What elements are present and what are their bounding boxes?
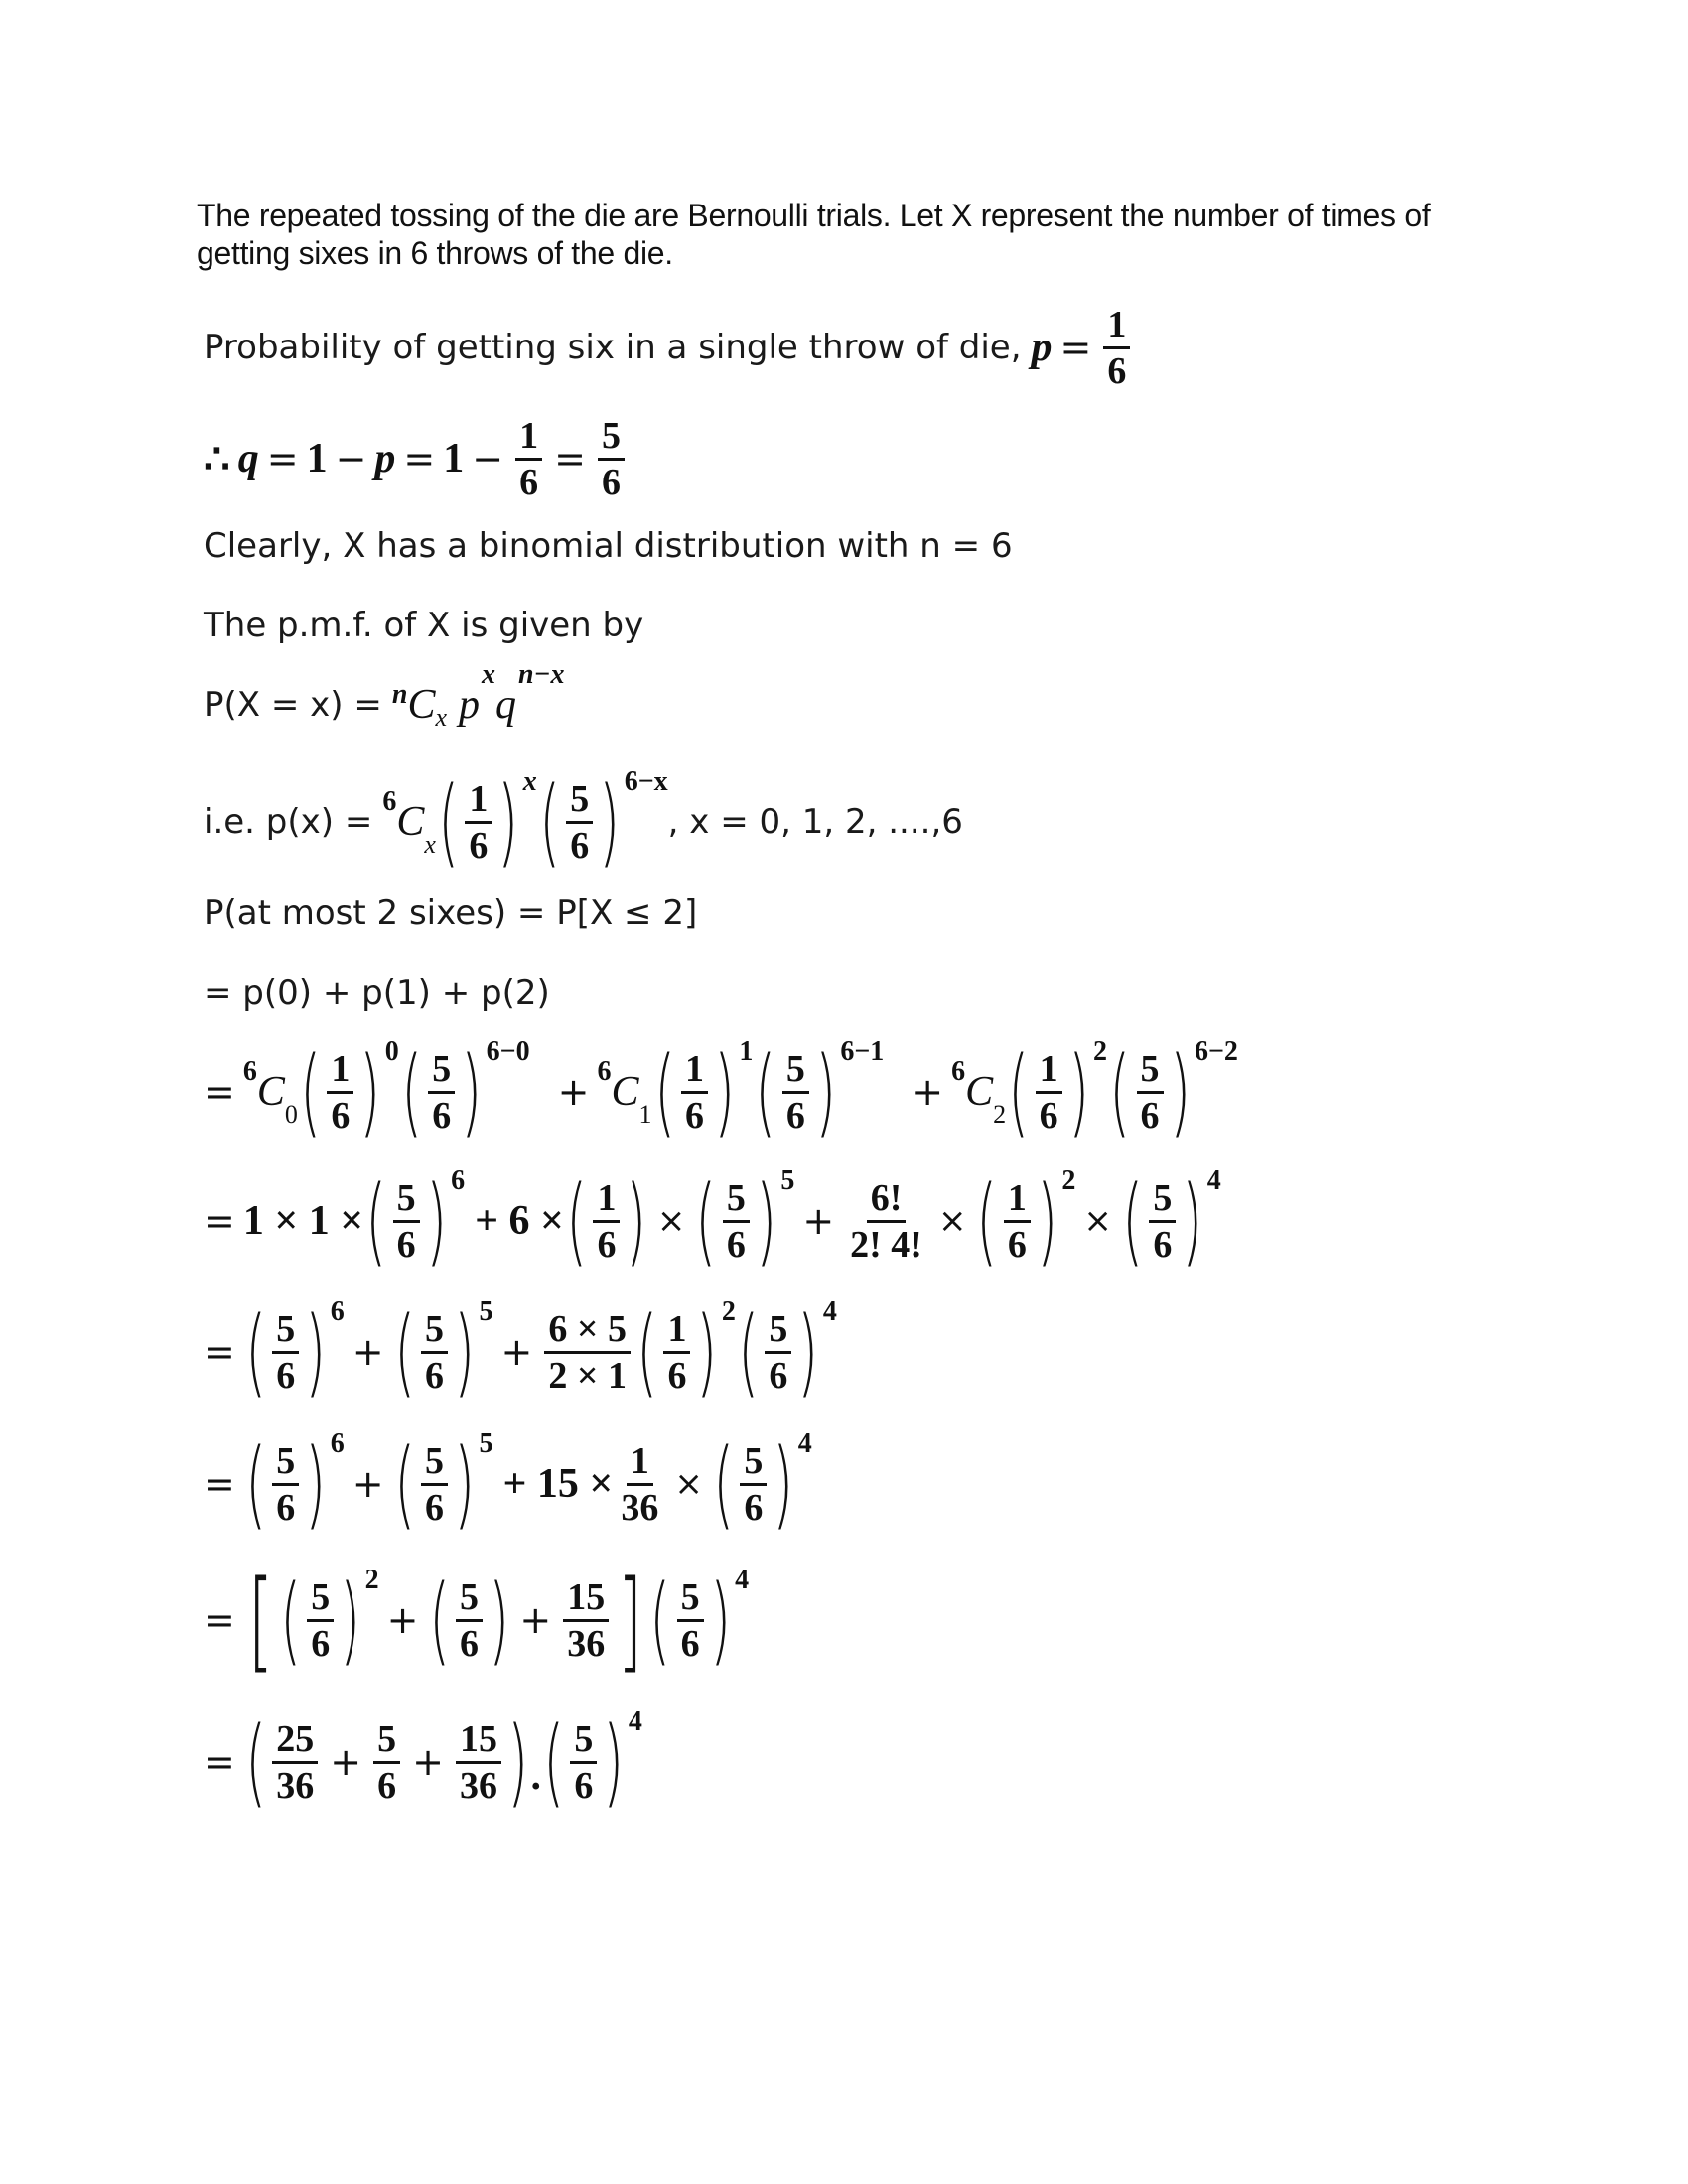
sum-text: = p(0) + p(1) + p(2): [204, 973, 550, 1013]
fraction: [327, 1047, 353, 1138]
left-paren: (: [713, 1429, 734, 1540]
fraction-denominator: 6: [744, 1486, 764, 1529]
fraction: [456, 1575, 483, 1666]
fraction-denominator: 6: [1039, 1094, 1058, 1137]
left-paren: (: [539, 766, 560, 878]
equals-sign: =: [204, 1598, 235, 1642]
combination-symbol: C: [611, 1069, 639, 1115]
equals-sign: =: [1059, 326, 1092, 369]
fraction-numerator: 5: [566, 777, 593, 824]
fraction-denominator: 6: [311, 1622, 331, 1665]
fraction: [681, 1047, 708, 1138]
equals-sign: =: [554, 437, 586, 480]
superscript-n: n: [391, 679, 408, 710]
plus-sign: +: [802, 1199, 835, 1243]
right-paren: ): [359, 1036, 381, 1148]
left-paren: (: [365, 1165, 387, 1277]
step5-line: [204, 1557, 750, 1684]
fraction: [740, 1439, 767, 1530]
subscript: 1: [638, 1100, 652, 1129]
exponent: 6−0: [486, 1036, 530, 1067]
exponent: 1: [739, 1036, 754, 1067]
fraction: [1149, 1176, 1176, 1267]
var-p: p: [374, 436, 396, 481]
fraction: [428, 1047, 455, 1138]
exponent-x: x: [482, 659, 495, 690]
fraction: [1036, 1047, 1062, 1138]
left-bracket: [: [247, 1557, 274, 1684]
fraction-numerator: 5: [1137, 1047, 1164, 1094]
fraction-numerator: 25: [272, 1717, 318, 1764]
fraction-numerator: 5: [677, 1575, 704, 1622]
exponent: 6: [330, 1297, 345, 1327]
equals-sign: =: [204, 1740, 235, 1784]
fraction-denominator: 2! 4!: [850, 1223, 922, 1266]
left-paren: (: [695, 1165, 717, 1277]
fraction-numerator: 6 × 5: [544, 1307, 631, 1354]
fraction-numerator: 15: [563, 1575, 609, 1622]
exponent: 6−x: [624, 766, 668, 797]
right-paren: ): [454, 1429, 476, 1540]
fraction-numerator: 1: [627, 1439, 653, 1486]
exponent-n-minus-x: n−x: [518, 659, 565, 690]
pmf-text: The p.m.f. of X is given by: [204, 606, 644, 645]
right-paren: ): [710, 1565, 731, 1676]
right-paren: ): [714, 1036, 735, 1148]
therefore-symbol: ∴: [204, 437, 230, 482]
left-paren: (: [428, 1565, 450, 1676]
fraction-denominator: 6: [469, 824, 489, 867]
right-paren: ): [773, 1429, 794, 1540]
fraction: [272, 1307, 299, 1398]
combination-symbol: C: [407, 682, 436, 728]
equals-sign: =: [204, 1330, 235, 1374]
fraction-denominator: 6: [680, 1622, 700, 1665]
fraction-p: [1103, 303, 1130, 393]
fraction-denominator: 6: [769, 1354, 788, 1397]
fraction-denominator: 6: [432, 1094, 452, 1137]
fraction-denominator: 6: [601, 461, 621, 503]
fraction-denominator: 6: [1153, 1223, 1173, 1266]
fraction: [593, 1176, 620, 1267]
combination-symbol: C: [965, 1069, 994, 1115]
step6-line: [204, 1703, 642, 1822]
minus-sign: −: [335, 437, 367, 480]
step4-line: [204, 1425, 812, 1544]
exponent: 6: [451, 1165, 466, 1196]
exponent: 5: [479, 1297, 493, 1327]
number-one: 1: [443, 436, 465, 481]
fraction-numerator: 6!: [867, 1176, 907, 1223]
left-paren: (: [649, 1565, 671, 1676]
var-p: p: [1031, 325, 1053, 370]
plus-sign: +: [557, 1070, 590, 1114]
exponent: 2: [364, 1565, 379, 1595]
left-paren: (: [1008, 1036, 1030, 1148]
fraction: [1004, 1176, 1031, 1267]
fraction-denominator: 6: [574, 1764, 594, 1807]
fraction: [570, 1717, 597, 1808]
fraction-denominator: 6: [1107, 349, 1127, 392]
exponent: 2: [1061, 1165, 1076, 1196]
fraction-numerator: 5: [428, 1047, 455, 1094]
exponent: 0: [384, 1036, 399, 1067]
fraction-denominator: 36: [621, 1486, 659, 1529]
exponent: x: [522, 766, 537, 797]
fraction-numerator: 5: [740, 1439, 767, 1486]
fraction: [663, 1307, 690, 1398]
var-p: p: [459, 682, 480, 728]
fraction-numerator: 5: [782, 1047, 809, 1094]
times-sign: ×: [674, 1464, 703, 1504]
plus-sign: +: [912, 1070, 944, 1114]
fraction-numerator: 5: [307, 1575, 334, 1622]
exponent: 4: [822, 1297, 837, 1327]
fraction-numerator: 1: [593, 1176, 620, 1223]
fraction-denominator: 6: [425, 1486, 445, 1529]
step2-line: [204, 1161, 1221, 1281]
fraction-numerator: 1: [663, 1307, 690, 1354]
left-paren: (: [245, 1429, 266, 1540]
fraction: [677, 1575, 704, 1666]
minus-sign: −: [472, 437, 504, 480]
left-paren: (: [755, 1036, 776, 1148]
right-paren: ): [1169, 1036, 1191, 1148]
fraction: [421, 1307, 448, 1398]
superscript-six: 6: [242, 1056, 257, 1087]
right-paren: ): [626, 1165, 647, 1277]
fraction-numerator: 5: [393, 1176, 420, 1223]
fraction: [421, 1439, 448, 1530]
fraction: [307, 1575, 334, 1666]
fraction-numerator: 5: [373, 1717, 400, 1764]
right-paren: ): [489, 1565, 509, 1676]
fraction-denominator: 6: [377, 1764, 397, 1807]
fraction-denominator: 6: [1140, 1094, 1160, 1137]
right-paren: ): [603, 1706, 625, 1818]
exponent: 2: [721, 1297, 736, 1327]
times-sign: ×: [1083, 1201, 1112, 1241]
fraction-denominator: 6: [667, 1354, 687, 1397]
times-sign: ×: [656, 1201, 686, 1241]
pmf-lhs: P(X = x) =: [204, 685, 382, 725]
fraction-denominator: 36: [567, 1622, 606, 1665]
left-paren: (: [401, 1036, 422, 1148]
fraction-denominator: 6: [597, 1223, 617, 1266]
number-one: 1: [306, 436, 328, 481]
fraction-numerator: 1: [1036, 1047, 1062, 1094]
fraction-numerator: 1: [1103, 303, 1130, 349]
factorial-fraction: [846, 1176, 926, 1267]
fraction-numerator: 5: [272, 1439, 299, 1486]
var-q: q: [237, 436, 259, 481]
fraction: [544, 1307, 631, 1398]
fraction: [782, 1047, 809, 1138]
fraction-numerator: 1: [681, 1047, 708, 1094]
ie-lhs: i.e. p(x) =: [204, 802, 373, 842]
fraction-numerator: 5: [272, 1307, 299, 1354]
fraction-numerator: 5: [723, 1176, 750, 1223]
left-paren: (: [566, 1165, 588, 1277]
exponent: 6: [330, 1429, 345, 1459]
fraction: [765, 1307, 791, 1398]
combination-symbol: C: [396, 799, 425, 845]
fraction-denominator: 6: [519, 461, 539, 503]
fraction-numerator: 5: [456, 1575, 483, 1622]
coefficient: 1 × 1 ×: [242, 1198, 364, 1244]
plus-sign: +: [386, 1598, 419, 1642]
times-sign: ×: [937, 1201, 967, 1241]
superscript-six: 6: [382, 786, 397, 817]
fraction-denominator: 6: [276, 1354, 296, 1397]
range-text: , x = 0, 1, 2, ....,6: [667, 802, 963, 842]
left-paren: (: [300, 1036, 321, 1148]
right-paren: ): [599, 766, 621, 878]
fraction: [563, 1575, 609, 1666]
fraction-denominator: 6: [570, 824, 590, 867]
fraction-numerator: 15: [456, 1717, 501, 1764]
left-paren: (: [438, 766, 459, 878]
at-most-text: P(at most 2 sixes) = P[X ≤ 2]: [204, 893, 698, 933]
binomial-text: Clearly, X has a binomial distribution with n = 6: [204, 526, 1013, 566]
coefficient: + 6 ×: [475, 1198, 564, 1244]
superscript-six: 6: [951, 1056, 966, 1087]
fraction: [598, 414, 625, 504]
left-paren: (: [976, 1165, 998, 1277]
subscript: 0: [284, 1100, 298, 1129]
combination-symbol: C: [256, 1069, 285, 1115]
fraction-denominator: 6: [785, 1094, 805, 1137]
plus-sign: +: [352, 1462, 384, 1506]
intro-paragraph: The repeated tossing of the die are Bernoulli trials. Let X represent the number of times of getting sixes in 6 throws of the die.: [197, 198, 1431, 271]
right-paren: ): [797, 1297, 819, 1408]
fraction: [272, 1717, 318, 1808]
fraction: [515, 414, 542, 504]
probability-line: [204, 298, 1134, 397]
left-paren: (: [280, 1565, 301, 1676]
fraction: [617, 1439, 662, 1530]
right-paren: ): [340, 1565, 361, 1676]
exponent: 5: [479, 1429, 493, 1459]
pmf-formula: [204, 655, 565, 754]
dot-operator: .: [530, 1753, 541, 1799]
plus-sign: +: [519, 1598, 552, 1642]
fraction-numerator: 5: [421, 1307, 448, 1354]
fraction-numerator: 5: [1149, 1176, 1176, 1223]
right-paren: ): [1037, 1165, 1057, 1277]
equals-sign: =: [204, 1462, 235, 1506]
right-paren: ): [497, 766, 519, 878]
left-paren: (: [1122, 1165, 1143, 1277]
right-bracket: ]: [617, 1557, 643, 1684]
plus-sign: +: [352, 1330, 384, 1374]
right-paren: ): [305, 1297, 327, 1408]
right-paren: ): [1068, 1036, 1089, 1148]
q-line: [204, 409, 629, 508]
right-paren: ): [696, 1297, 718, 1408]
fraction: [393, 1176, 420, 1267]
right-paren: ): [305, 1429, 327, 1540]
right-paren: ): [507, 1706, 529, 1818]
fraction-numerator: 1: [515, 414, 542, 461]
fraction-numerator: 5: [598, 414, 625, 461]
fraction-denominator: 2 × 1: [548, 1354, 627, 1397]
right-paren: ): [461, 1036, 483, 1148]
fraction: [566, 777, 593, 868]
step3-line: [204, 1293, 837, 1412]
exponent: 6−1: [840, 1036, 885, 1067]
right-paren: ): [454, 1297, 476, 1408]
exponent: 2: [1093, 1036, 1108, 1067]
coefficient: + 15 ×: [502, 1461, 614, 1507]
fraction-numerator: 5: [570, 1717, 597, 1764]
equals-sign: =: [403, 437, 436, 480]
exponent: 4: [1206, 1165, 1221, 1196]
fraction: [723, 1176, 750, 1267]
fraction-denominator: 6: [331, 1094, 351, 1137]
superscript-six: 6: [597, 1056, 612, 1087]
fraction-denominator: 6: [459, 1622, 479, 1665]
subscript-x: x: [424, 830, 436, 859]
fraction: [1137, 1047, 1164, 1138]
right-paren: ): [756, 1165, 776, 1277]
left-paren: (: [653, 1036, 675, 1148]
fraction-denominator: 36: [459, 1764, 497, 1807]
sum-line: [204, 943, 550, 1042]
fraction-denominator: 36: [276, 1764, 315, 1807]
fraction-numerator: 1: [465, 777, 492, 824]
fraction-numerator: 5: [421, 1439, 448, 1486]
exponent: 4: [628, 1706, 642, 1737]
fraction-denominator: 6: [396, 1223, 416, 1266]
right-paren: ): [1182, 1165, 1203, 1277]
left-paren: (: [543, 1706, 564, 1818]
fraction: [373, 1717, 400, 1808]
equals-sign: =: [266, 437, 299, 480]
exponent: 5: [780, 1165, 795, 1196]
fraction-denominator: 6: [684, 1094, 704, 1137]
probability-text: Probability of getting six in a single throw of die,: [204, 328, 1022, 367]
equals-sign: =: [204, 1070, 235, 1114]
exponent: 4: [797, 1429, 812, 1459]
fraction-denominator: 6: [726, 1223, 746, 1266]
right-paren: ): [815, 1036, 836, 1148]
step1-line: [204, 1032, 1238, 1152]
equals-sign: =: [204, 1199, 235, 1243]
fraction-numerator: 5: [765, 1307, 791, 1354]
left-paren: (: [245, 1297, 266, 1408]
left-paren: (: [394, 1297, 415, 1408]
plus-sign: +: [330, 1740, 362, 1784]
left-paren: (: [738, 1297, 759, 1408]
fraction: [465, 777, 492, 868]
fraction-denominator: 6: [276, 1486, 296, 1529]
fraction-denominator: 6: [1007, 1223, 1027, 1266]
fraction-numerator: 1: [327, 1047, 353, 1094]
exponent: 4: [735, 1565, 750, 1595]
subscript-x: x: [435, 703, 447, 732]
var-q: q: [495, 682, 516, 728]
fraction: [272, 1439, 299, 1530]
fraction: [456, 1717, 501, 1808]
fraction-denominator: 6: [425, 1354, 445, 1397]
right-paren: ): [426, 1165, 447, 1277]
left-paren: (: [245, 1706, 266, 1818]
subscript: 2: [993, 1100, 1007, 1129]
fraction-numerator: 1: [1004, 1176, 1031, 1223]
exponent: 6−2: [1194, 1036, 1238, 1067]
left-paren: (: [394, 1429, 415, 1540]
left-paren: (: [636, 1297, 658, 1408]
plus-sign: +: [500, 1330, 533, 1374]
plus-sign: +: [412, 1740, 444, 1784]
left-paren: (: [1109, 1036, 1131, 1148]
